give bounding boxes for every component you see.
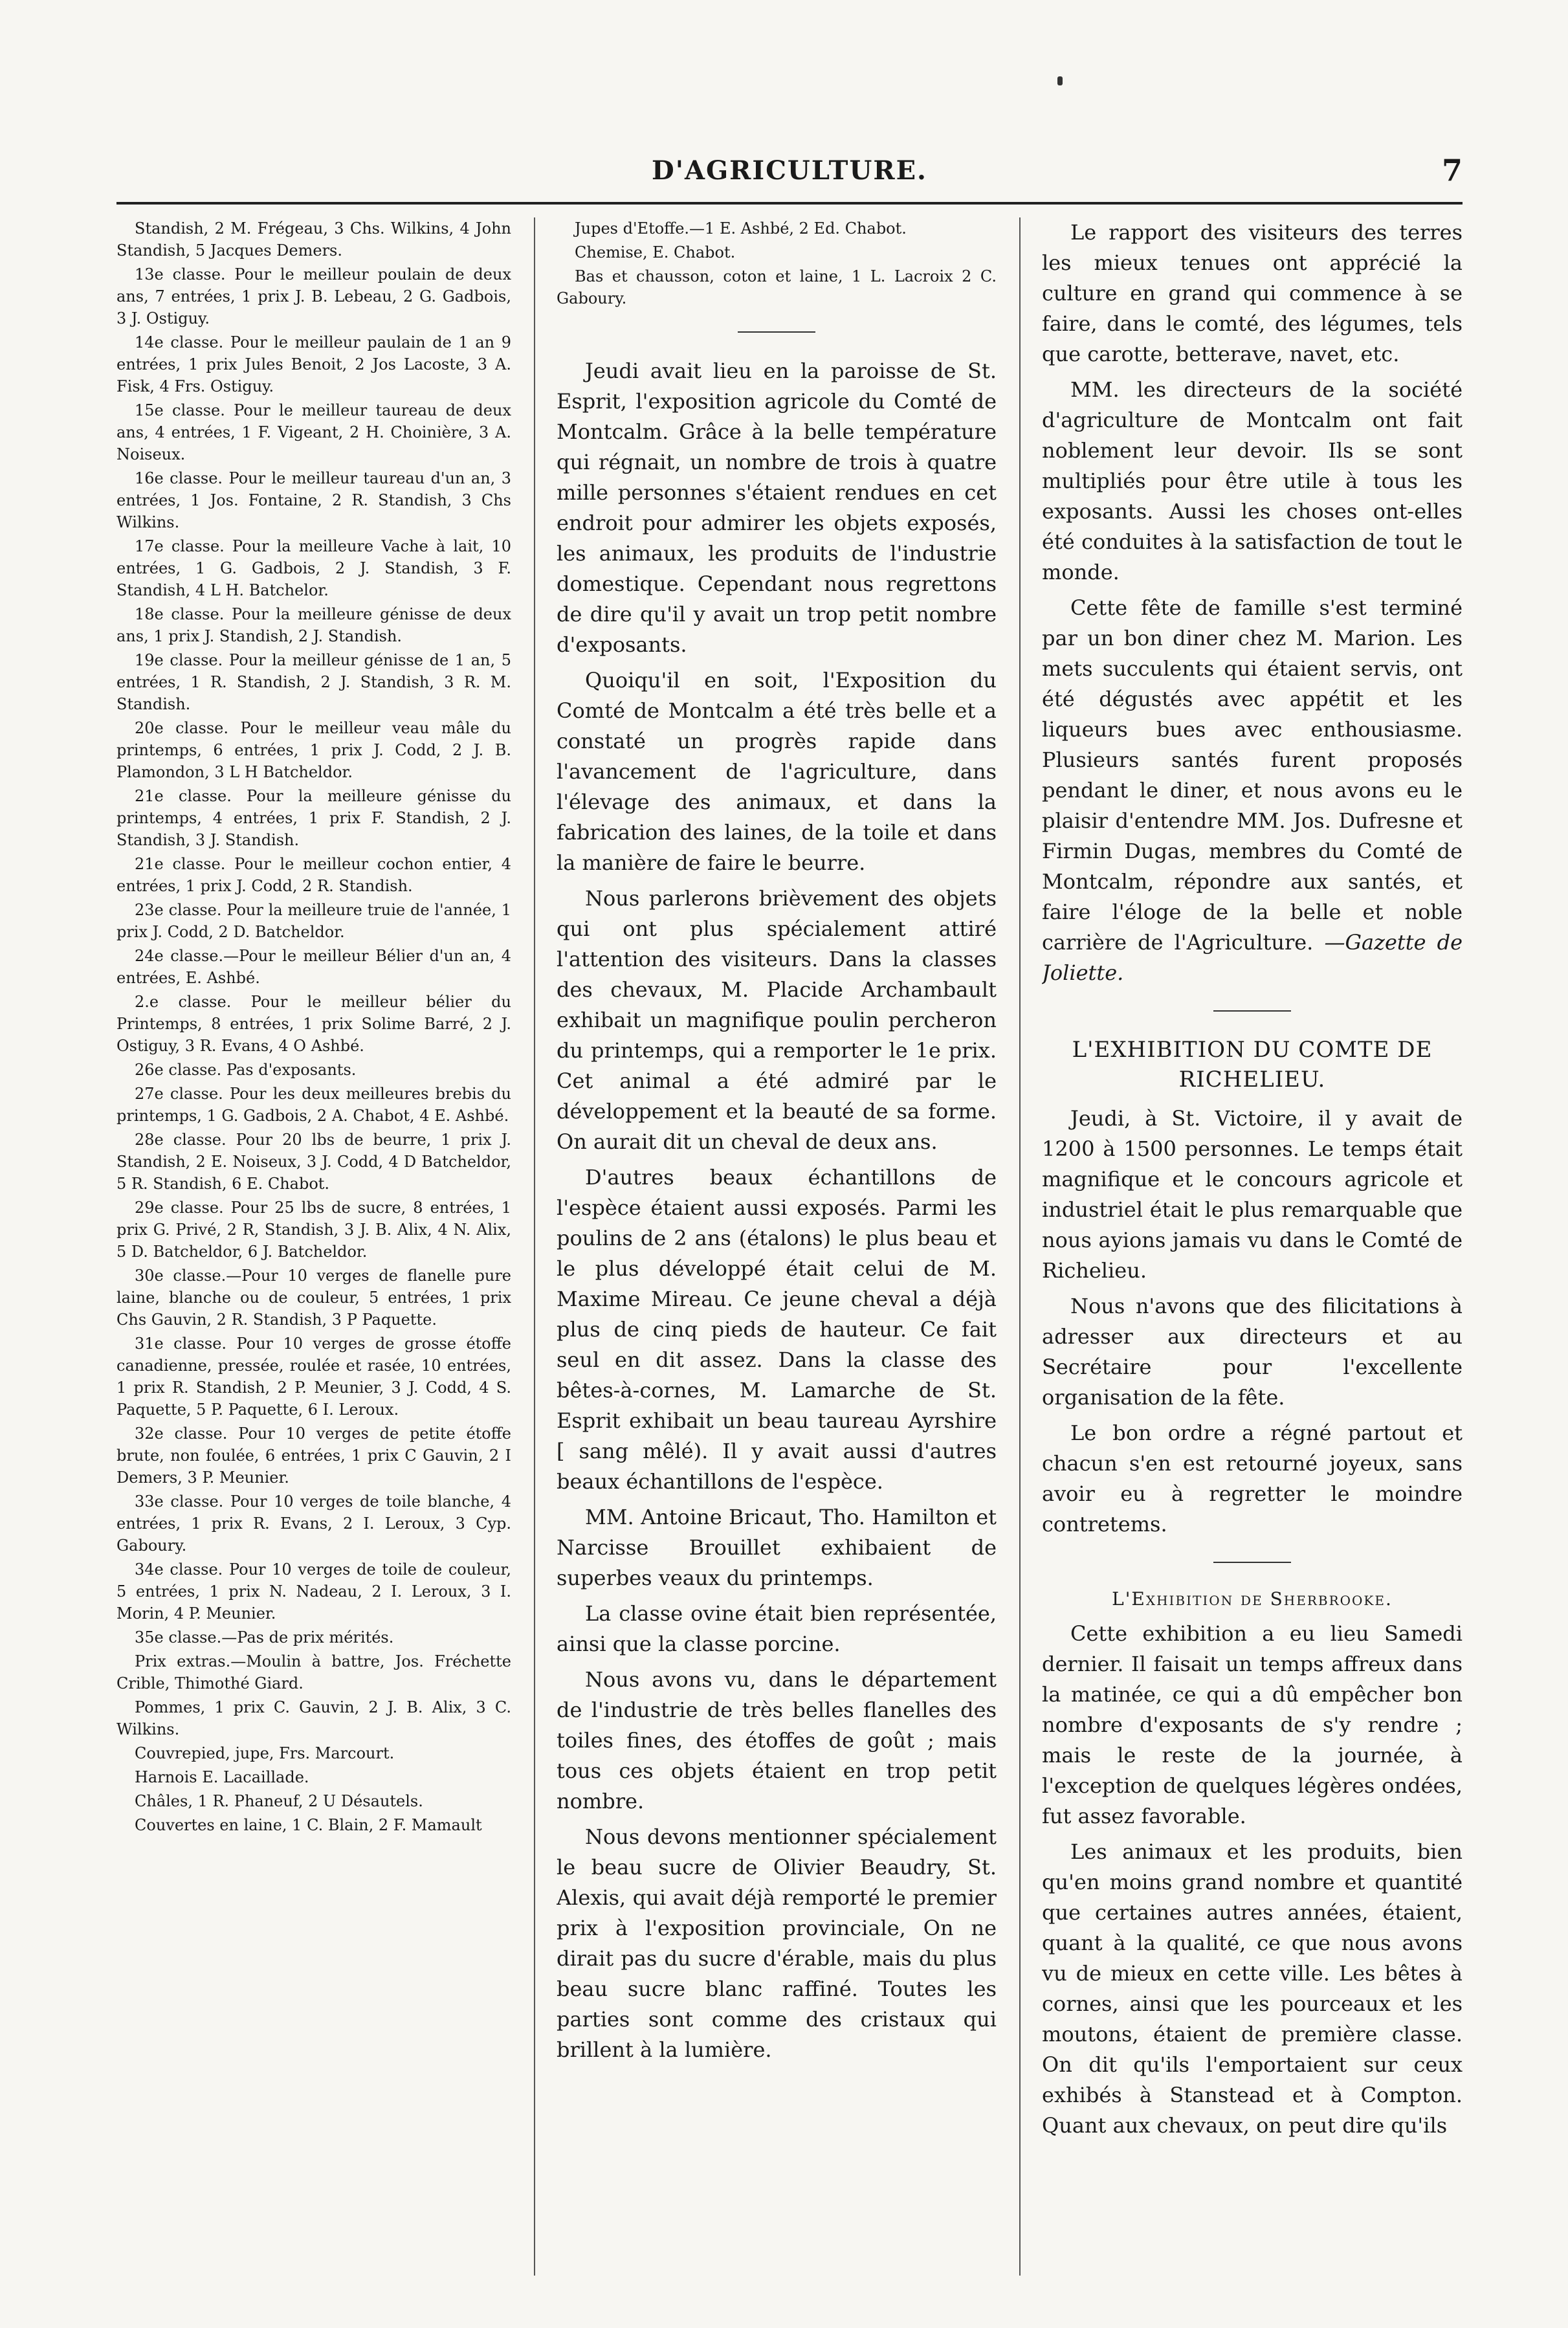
article-paragraph: Quoiqu'il en soit, l'Exposition du Comté de Montcalm a été très belle et a constaté un progrès rapide dans l'avancement de l'agriculture, dans l'élevage des animaux, et dans la fabrication des laines, de la toile et dans la manière de faire le beurre. bbox=[557, 668, 997, 875]
article-paragraph: Nous avons vu, dans le département de l'industrie de très belles flanelles des toiles fines, des étoffes de goût ; mais tous ces objets étaient en trop petit nombre. bbox=[557, 1667, 997, 1813]
prize-entry: 23e classe. Pour la meilleure truie de l'année, 1 prix J. Codd, 2 D. Batcheldor. bbox=[116, 901, 511, 941]
section-rule bbox=[1213, 1562, 1291, 1563]
prize-entry: 26e classe. Pas d'exposants. bbox=[135, 1061, 357, 1079]
column-separator bbox=[534, 217, 535, 2276]
prize-entry: 32e classe. Pour 10 verges de petite étoffe brute, non foulée, 6 entrées, 1 prix C Gauvin, 2 I Demers, 3 P. Meunier. bbox=[116, 1425, 511, 1487]
prize-entry: Standish, 2 M. Frégeau, 3 Chs. Wilkins, 4 John Standish, 5 Jacques Demers. bbox=[116, 219, 511, 260]
article-paragraph: Nous devons mentionner spécialement le beau sucre de Olivier Beaudry, St. Alexis, qui avait déjà remporté le premier prix à l'exposition provinciale, On ne dirait pas du sucre d'érable, mais du plus beau sucre blanc raffiné. Toutes les parties sont comme des cristaux qui brillent à la lumière. bbox=[557, 1824, 997, 2062]
prize-entry: 34e classe. Pour 10 verges de toile de couleur, 5 entrées, 1 prix N. Nadeau, 2 I. Leroux, 3 I. Morin, 4 P. Meunier. bbox=[116, 1560, 511, 1623]
article-paragraph: MM. Antoine Bricaut, Tho. Hamilton et Narcisse Brouillet exhibaient de superbes veaux du printemps. bbox=[557, 1505, 997, 1590]
article-paragraph: La classe ovine était bien représentée, ainsi que la classe porcine. bbox=[557, 1601, 997, 1656]
prize-entry: 20e classe. Pour le meilleur veau mâle du printemps, 6 entrées, 1 prix J. Codd, 2 J. B. Plamondon, 3 L H Batcheldor. bbox=[116, 719, 511, 781]
section-rule bbox=[1213, 1010, 1291, 1012]
prize-entry: 30e classe.—Pour 10 verges de flanelle pure laine, blanche ou de couleur, 5 entrées, 1 prix Chs Gauvin, 2 R. Standish, 3 P Paquette. bbox=[116, 1267, 511, 1329]
prize-entry: Couvrepied, jupe, Frs. Marcourt. bbox=[135, 1744, 395, 1762]
article-paragraph: D'autres beaux échantillons de l'espèce étaient aussi exposés. Parmi les poulins de 2 ans (étalons) le plus beau et le plus développé était celui de M. Maxime Mireau. Ce jeune cheval a déjà plus de cinq pieds de hauteur. Ce fait seul en dit assez. Dans la classe des bêtes-à-cornes, M. Lamarche de St. Esprit exhibait un beau taureau Ayrshire [ sang mêlé). Il y avait aussi d'autres beaux échantillons de l'espèce. bbox=[557, 1165, 997, 1494]
prize-entry: Prix extras.—Moulin à battre, Jos. Fréchette Crible, Thimothé Giard. bbox=[116, 1652, 511, 1692]
page-number: 7 bbox=[1441, 153, 1463, 188]
prize-entry: 35e classe.—Pas de prix mérités. bbox=[135, 1628, 394, 1646]
article-paragraph: Jeudi avait lieu en la paroisse de St. Esprit, l'exposition agricole du Comté de Montcalm. Grâce à la belle température qui régnait, un nombre de trois à quatre mille personnes s'étaient rendues en cet endroit pour admirer les objets exposés, les animaux, les produits de l'industrie domestique. Cependant nous regrettons de dire qu'il y avait un trop petit nombre d'exposants. bbox=[557, 359, 997, 657]
sherbrooke-heading: L'Exhibition de Sherbrooke. bbox=[1112, 1588, 1393, 1610]
article-paragraph: Nous n'avons que des filicitations à adresser aux directeurs et au Secrétaire pour l'excellente organisation de la fête. bbox=[1042, 1294, 1463, 1410]
prize-entry: 13e classe. Pour le meilleur poulain de deux ans, 7 entrées, 1 prix J. B. Lebeau, 2 G. Gadbois, 3 J. Ostiguy. bbox=[116, 265, 511, 327]
article-text: Cette fête de famille s'est terminé par un bon diner chez M. Marion. Les mets succulents qui étaient servis, ont été dégustés avec appétit et les liqueurs bues avec enthousiasme. Plusieurs santés furent proposés pendant le diner, et nous avons eu le plaisir d'entendre MM. Jos. Dufresne et Firmin Dugas, membres du Comté de Montcalm, répondre aux santés, et faire l'éloge de la belle et noble carrière de l'Agriculture. bbox=[1042, 595, 1463, 955]
montcalm-article bbox=[557, 356, 997, 2065]
prize-entry: 14e classe. Pour le meilleur paulain de 1 an 9 entrées, 1 prix Jules Benoit, 2 Jos Lacoste, 3 A. Fisk, 4 Frs. Ostiguy. bbox=[116, 333, 511, 395]
prize-entry: 17e classe. Pour la meilleure Vache à lait, 10 entrées, 1 G. Gadbois, 2 J. Standish, 3 F. Standish, 4 L H. Batchelor. bbox=[116, 537, 511, 599]
prize-entry: Couvertes en laine, 1 C. Blain, 2 F. Mamault bbox=[135, 1816, 482, 1834]
article-paragraph: Cette exhibition a eu lieu Samedi dernier. Il faisait un temps affreux dans la matinée, ce qui a dû empêcher bon nombre d'exposants de s'y rendre ; mais le reste de la journée, à l'exception de quelques légères ondées, fut assez favorable. bbox=[1042, 1621, 1463, 1828]
article-paragraph: Jeudi, à St. Victoire, il y avait de 1200 à 1500 personnes. Le temps était magnifique et le concours agricole et industriel était le plus remarquable que nous ayions jamais vu dans le Comté de Richelieu. bbox=[1042, 1106, 1463, 1283]
ink-speck bbox=[1057, 76, 1063, 85]
header-rule bbox=[116, 202, 1463, 205]
prize-entry: 27e classe. Pour les deux meilleures brebis du printemps, 1 G. Gadbois, 2 A. Chabot, 4 E. Ashbé. bbox=[116, 1085, 511, 1125]
article-column-middle bbox=[557, 217, 997, 2276]
prize-entry: Jupes d'Etoffe.—1 E. Ashbé, 2 Ed. Chabot. bbox=[575, 219, 907, 238]
prize-entry: 19e classe. Pour la meilleur génisse de 1 an, 5 entrées, 1 R. Standish, 2 J. Standish, 3 R. M. Standish. bbox=[116, 651, 511, 713]
prize-entry: Harnois E. Lacaillade. bbox=[135, 1768, 309, 1786]
running-title: D'AGRICULTURE. bbox=[652, 155, 927, 186]
prize-entry: 28e classe. Pour 20 lbs de beurre, 1 prix J. Standish, 2 E. Noiseux, 3 J. Codd, 4 D Batcheldor, 5 R. Standish, 6 E. Chabot. bbox=[116, 1131, 511, 1193]
prize-entry: 21e classe. Pour le meilleur cochon entier, 4 entrées, 1 prix J. Codd, 2 R. Standish. bbox=[116, 855, 511, 895]
article-column-right bbox=[1042, 217, 1463, 2276]
prize-entry: 15e classe. Pour le meilleur taureau de deux ans, 4 entrées, 1 F. Vigeant, 2 H. Choinière, 3 A. Noiseux. bbox=[116, 401, 511, 463]
article-paragraph bbox=[1042, 593, 1463, 988]
prize-entry: 31e classe. Pour 10 verges de grosse étoffe canadienne, pressée, roulée et rasée, 10 entrées, 1 prix R. Standish, 2 P. Meunier, 3 J. Codd, 4 S. Paquette, 5 P. Paquette, 6 I. Leroux. bbox=[116, 1335, 511, 1419]
prize-entry: 16e classe. Pour le meilleur taureau d'un an, 3 entrées, 1 Jos. Fontaine, 2 R. Standish, 3 Chs Wilkins. bbox=[116, 469, 511, 531]
prize-entry: 33e classe. Pour 10 verges de toile blanche, 4 entrées, 1 prix R. Evans, 2 I. Leroux, 3 Cyp. Gaboury. bbox=[116, 1492, 511, 1555]
prize-list-continued bbox=[557, 217, 997, 309]
column-separator bbox=[1019, 217, 1021, 2276]
article-paragraph: Nous parlerons brièvement des objets qui ont plus spécialement attiré l'attention des visiteurs. Dans la classes des chevaux, M. Placide Archambault exhibait un magnifique poulin percheron du printemps, qui a remporter le 1e prix. Cet animal a été admiré par le développement et la beauté de sa forme. On aurait dit un cheval de deux ans. bbox=[557, 886, 997, 1154]
prize-entry: 21e classe. Pour la meilleure génisse du printemps, 4 entrées, 1 prix F. Standish, 2 J. Standish, 3 J. Standish. bbox=[116, 787, 511, 849]
richelieu-heading: L'EXHIBITION DU COMTE DE RICHELIEU. bbox=[1072, 1037, 1433, 1092]
prize-entry: Chemise, E. Chabot. bbox=[575, 243, 736, 261]
article-paragraph: MM. les directeurs de la société d'agriculture de Montcalm ont fait noblement leur devoir. Ils se sont multipliés pour être utile à tous les exposants. Aussi les choses ont-elles été conduites à la satisfaction de tout le monde. bbox=[1042, 377, 1463, 584]
prize-entry: Bas et chausson, coton et laine, 1 L. Lacroix 2 C. Gaboury. bbox=[557, 267, 997, 307]
prize-entry: Châles, 1 R. Phaneuf, 2 U Désautels. bbox=[135, 1792, 423, 1810]
article-paragraph: Les animaux et les produits, bien qu'en moins grand nombre et quantité que certaines autres années, étaient, quant à la qualité, ce que nous avons vu de mieux en cette ville. Les bêtes à cornes, ainsi que les pourceaux et les moutons, étaient de première classe. On dit qu'ils l'emportaient sur ceux exhibés à Stanstead et à Compton. Quant aux chevaux, on peut dire qu'ils bbox=[1042, 1839, 1463, 2138]
prize-entry: 29e classe. Pour 25 lbs de sucre, 8 entrées, 1 prix G. Privé, 2 R, Standish, 3 J. B. Alix, 4 N. Alix, 5 D. Batcheldor, 6 J. Batcheldor. bbox=[116, 1199, 511, 1261]
prize-entry: 18e classe. Pour la meilleure génisse de deux ans, 1 prix J. Standish, 2 J. Standish. bbox=[116, 605, 511, 645]
prize-entry: Pommes, 1 prix C. Gauvin, 2 J. B. Alix, 3 C. Wilkins. bbox=[116, 1698, 511, 1738]
source-signature: —Gazette de Joliette. bbox=[1042, 930, 1463, 985]
section-rule bbox=[738, 331, 815, 333]
prize-list-column bbox=[116, 217, 511, 2276]
page-header bbox=[116, 155, 1463, 201]
prize-entry: 24e classe.—Pour le meilleur Bélier d'un an, 4 entrées, E. Ashbé. bbox=[116, 947, 511, 987]
prize-entry: 2.e classe. Pour le meilleur bélier du Printemps, 8 entrées, 1 prix Solime Barré, 2 J. Ostiguy, 3 R. Evans, 4 O Ashbé. bbox=[116, 993, 511, 1055]
article-paragraph: Le bon ordre a régné partout et chacun s'en est retourné joyeux, sans avoir eu à regretter le moindre contretems. bbox=[1042, 1421, 1463, 1536]
article-paragraph: Le rapport des visiteurs des terres les mieux tenues ont apprécié la culture en grand qui commence à se faire, dans le comté, des légumes, tels que carotte, betterave, navet, etc. bbox=[1042, 220, 1463, 366]
